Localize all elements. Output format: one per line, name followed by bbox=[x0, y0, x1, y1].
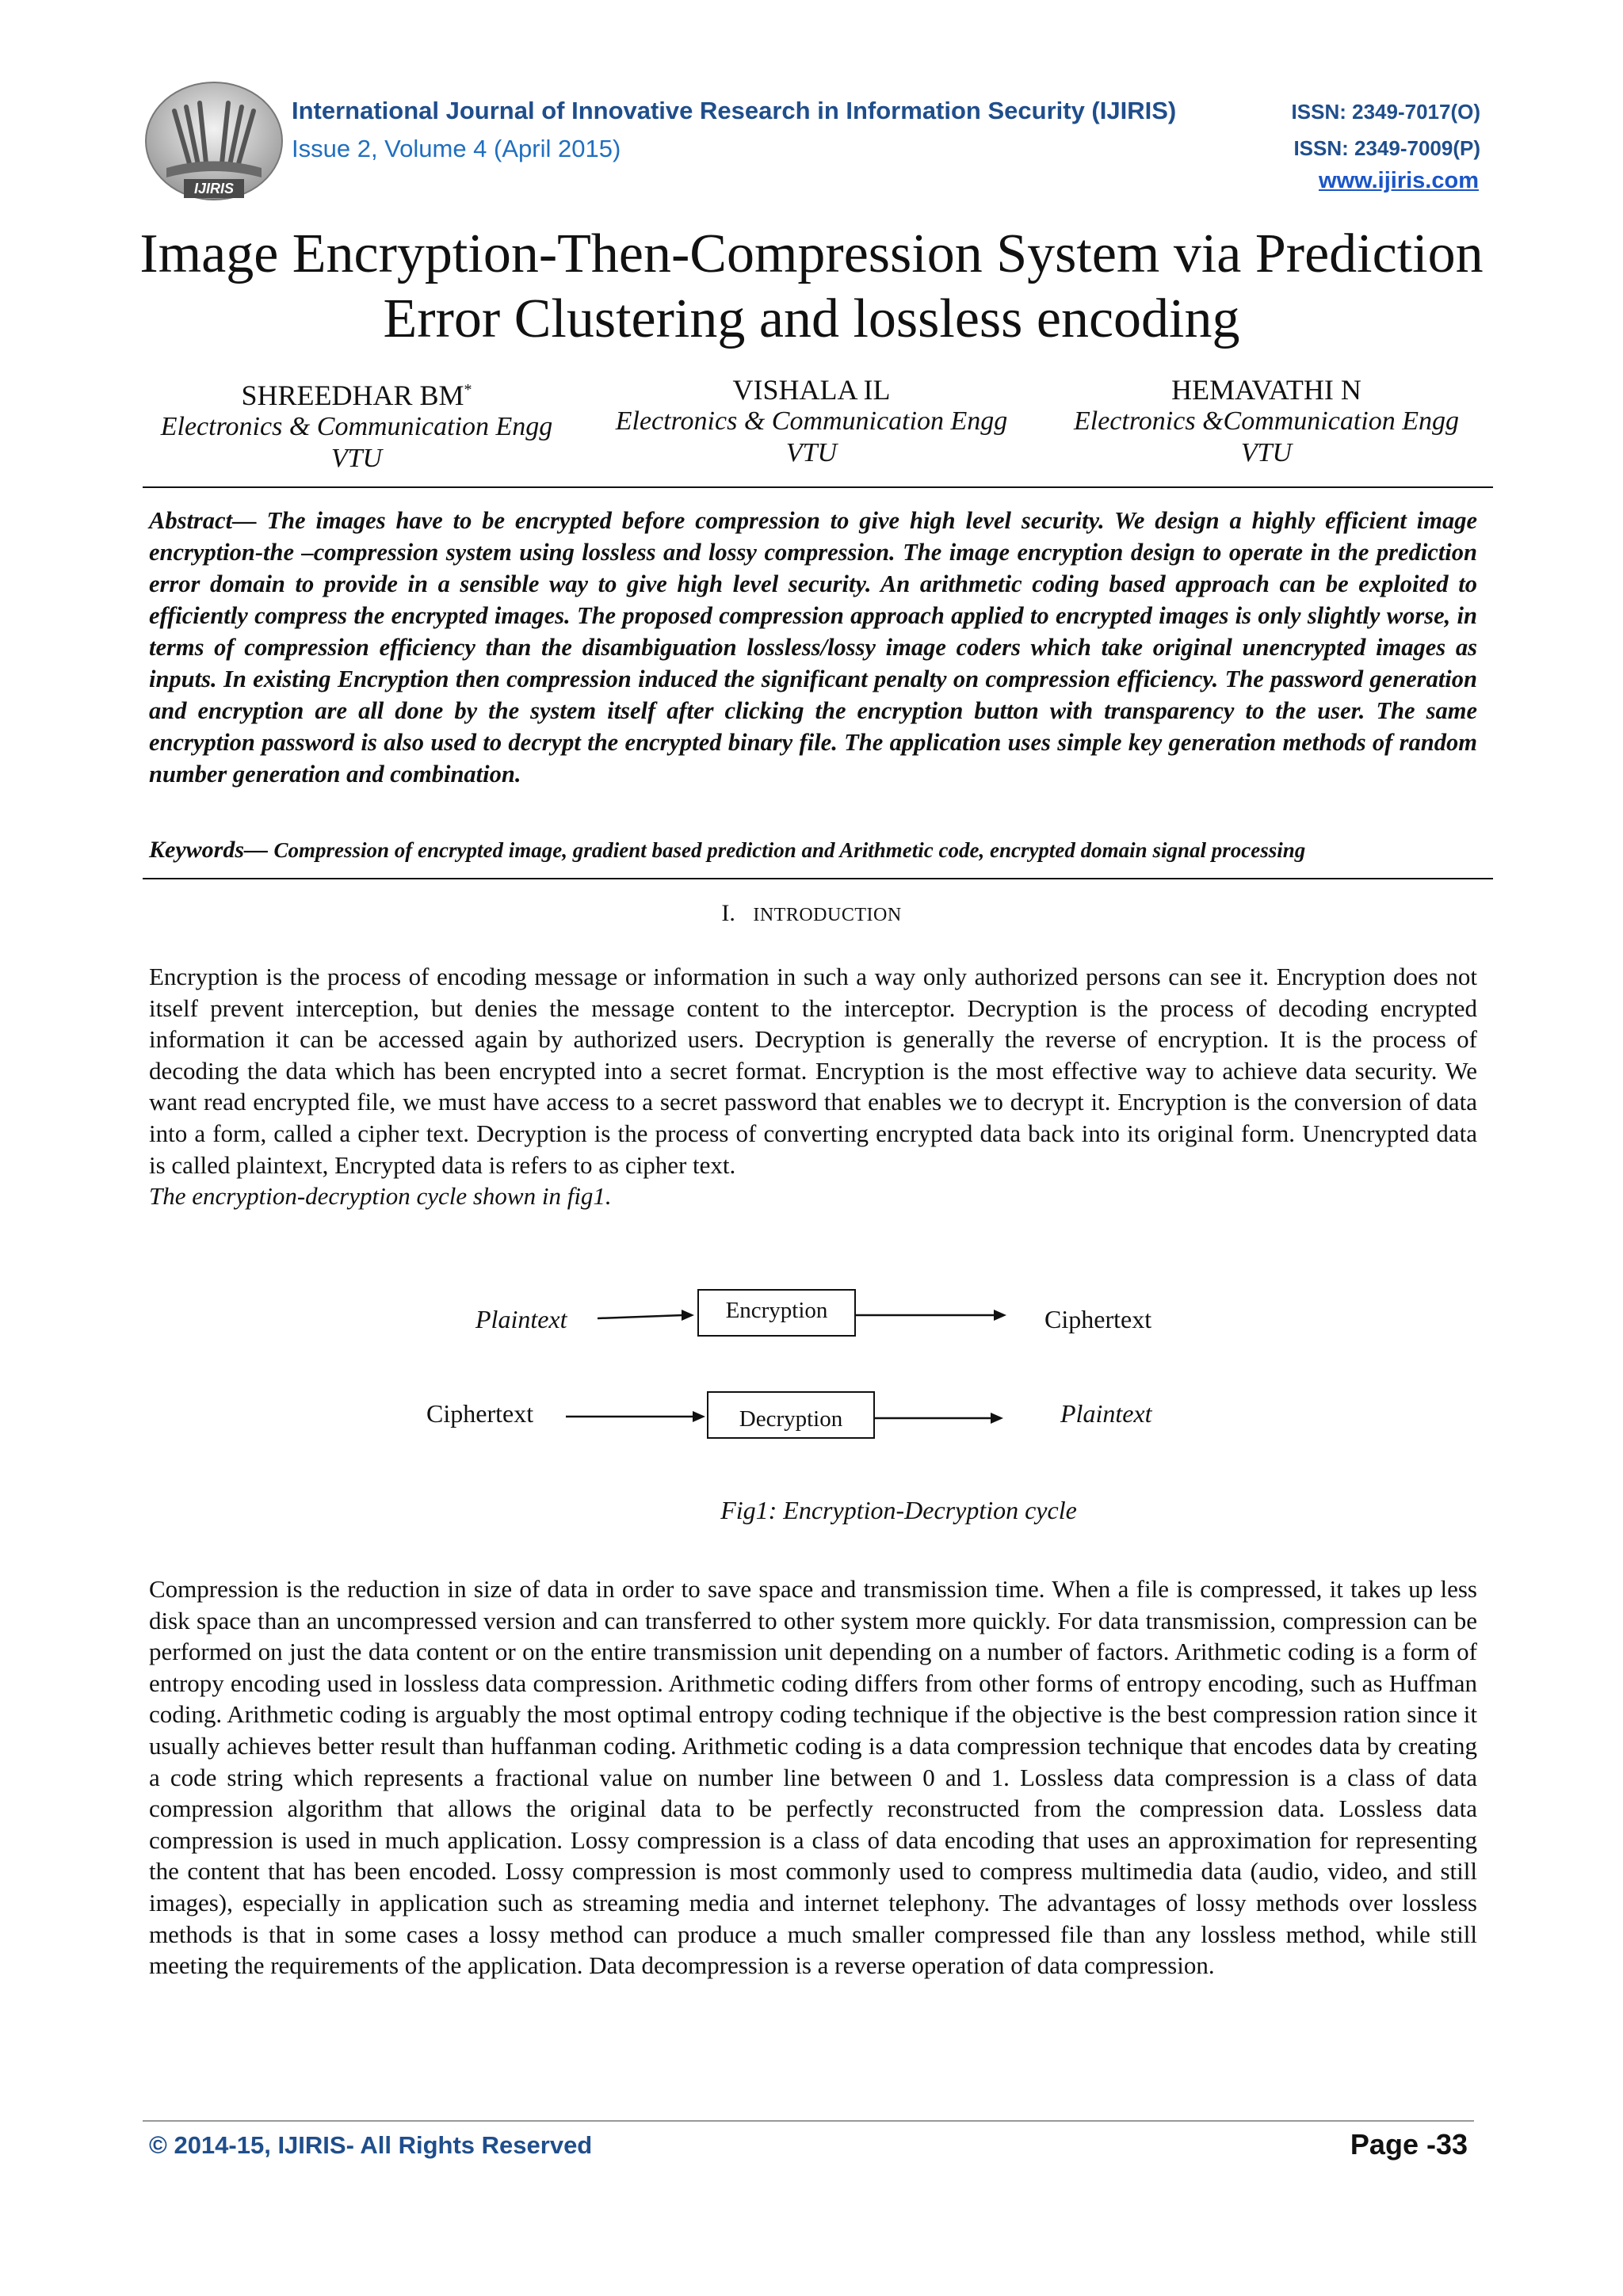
journal-website-link[interactable]: www.ijiris.com bbox=[1319, 168, 1479, 193]
author-name: HEMAVATHI N bbox=[1171, 374, 1361, 406]
section-number: I. bbox=[721, 900, 735, 926]
journal-issue: Issue 2, Volume 4 (April 2015) bbox=[292, 135, 621, 162]
author-block bbox=[598, 374, 1025, 475]
author-mark: * bbox=[464, 381, 472, 399]
intro-figure-reference: The encryption-decryption cycle shown in fig1. bbox=[149, 1182, 612, 1211]
encryption-box: Encryption bbox=[697, 1289, 856, 1337]
page-number: Page -33 bbox=[1350, 2128, 1468, 2161]
author-name: SHREEDHAR BM bbox=[241, 379, 464, 411]
arrow-right-icon bbox=[853, 1299, 1008, 1331]
arrow-right-icon bbox=[594, 1299, 697, 1331]
intro-text: Encryption is the process of encoding message or information in such a way only authorized persons can see it. Encryption does not itself prevent interception, but denies the message content to the interceptor. Decryption is the process of decoding encrypted information it can be accessed again by authorized users. Decryption is generally the reverse of encryption. It is the process of decoding the data which has been encrypted into a secret format. Encryption is the most effective way to achieve data security. We want read encrypted file, we must have access to a secret password that enables we to decrypt it. Encryption is the conversion of data into a form, called a cipher text. Decryption is the process of converting encrypted data back into its original form. Unencrypted data is called plaintext, Encrypted data is refers to as cipher text. bbox=[149, 963, 1477, 1179]
author-affiliation: Electronics &Communication Engg bbox=[1073, 406, 1459, 436]
arrow-right-icon bbox=[564, 1401, 707, 1432]
author-block bbox=[143, 374, 571, 475]
footer-copyright: © 2014-15, IJIRIS- All Rights Reserved bbox=[149, 2131, 593, 2159]
arrow-right-icon bbox=[872, 1402, 1006, 1434]
section-title: INTRODUCTION bbox=[753, 905, 902, 925]
author-affiliation: Electronics & Communication Engg bbox=[160, 412, 553, 441]
author-block bbox=[1052, 374, 1480, 475]
keywords-label: Keywords— bbox=[149, 837, 268, 863]
abstract-label: Abstract— bbox=[149, 507, 257, 534]
title-line-1: Image Encryption-Then-Compression System via Prediction bbox=[139, 223, 1484, 284]
author-name: VISHALA IL bbox=[732, 374, 891, 406]
divider bbox=[143, 878, 1493, 879]
issn-print: ISSN: 2349-7009(P) bbox=[1293, 136, 1480, 160]
divider bbox=[143, 486, 1493, 488]
title-line-2: Error Clustering and lossless encoding bbox=[383, 288, 1240, 349]
figure-caption: Fig1: Encryption-Decryption cycle bbox=[720, 1496, 1077, 1524]
keywords-text: Compression of encrypted image, gradient based prediction and Arithmetic code, encrypted domain signal processing bbox=[273, 838, 1306, 862]
fig-row2-input: Ciphertext bbox=[426, 1399, 534, 1428]
author-university: VTU bbox=[1240, 438, 1293, 467]
compression-paragraph: Compression is the reduction in size of data in order to save space and transmission time. When a file is compressed, it takes up less disk space than an uncompressed version and can transferred to other system more quickly. For data transmission, compression can be performed on just the data content or on the entire transmission unit depending on a number of factors. Arithmetic coding is a form of entropy encoding used in lossless data compression. Arithmetic coding differs from other forms of entropy encoding, such as Huffman coding. Arithmetic coding is arguably the most optimal entropy coding technique if the objective is the best compression ration since it usually achieves better result than huffanman coding. Arithmetic coding is a data compression technique that encodes data by creating a code string which represents a fractional value on number line between 0 and 1. Lossless data compression is a class of data compression algorithm that allows the original data to be perfectly reconstructed from the compression data. Lossless data compression is used in much application. Lossy compression is a class of data encoding that uses an approximation for representing the content that has been encoded. Lossy compression is most commonly used to compress multimedia data (audio, video, and still images), especially in application such as streaming media and internet telephony. The advantages of lossy methods over lossless methods is that in some cases a lossy method can produce a much smaller compressed file than any lossless method, while still meeting the requirements of the application. Data decompression is a reverse operation of data compression. bbox=[149, 1575, 1477, 1980]
section-heading bbox=[143, 900, 1480, 927]
author-affiliation: Electronics & Communication Engg bbox=[615, 406, 1008, 436]
abstract bbox=[149, 505, 1477, 790]
journal-logo bbox=[143, 79, 285, 206]
paper-title bbox=[127, 222, 1496, 352]
decryption-box: Decryption bbox=[707, 1391, 875, 1439]
footer-divider bbox=[143, 2120, 1474, 2122]
logo-text: IJIRIS bbox=[193, 181, 235, 196]
author-university: VTU bbox=[785, 438, 838, 467]
intro-paragraph bbox=[149, 961, 1477, 1212]
book-logo-icon bbox=[143, 79, 285, 206]
fig-row2-output: Plaintext bbox=[1060, 1399, 1152, 1428]
journal-name: International Journal of Innovative Research in Information Security (IJIRIS) bbox=[292, 97, 1177, 124]
fig-row1-output: Ciphertext bbox=[1044, 1305, 1152, 1333]
abstract-text: The images have to be encrypted before compression to give high level security. We design a highly efficient image encryption-the –compression system using lossless and lossy compression. The image encryption design to operate in the prediction error domain to provide in a sensible way to give high level security. An arithmetic coding based approach can be exploited to efficiently compress the encrypted images. The proposed compression approach applied to encrypted images is only slightly worse, in terms of compression efficiency than the disambiguation lossless/lossy image coders which take original unencrypted images as inputs. In existing Encryption then compression induced the significant penalty on compression efficiency. The password generation and encryption are all done by the system itself after clicking the encryption button with transparency to the user. The same encryption password is also used to decrypt the encrypted binary file. The application uses simple key generation methods of random number generation and combination. bbox=[149, 507, 1478, 788]
author-university: VTU bbox=[330, 444, 383, 473]
author-list bbox=[143, 374, 1480, 475]
issn-online: ISSN: 2349-7017(O) bbox=[1291, 100, 1480, 124]
fig-row1-input: Plaintext bbox=[475, 1305, 567, 1333]
keywords bbox=[149, 837, 1488, 864]
